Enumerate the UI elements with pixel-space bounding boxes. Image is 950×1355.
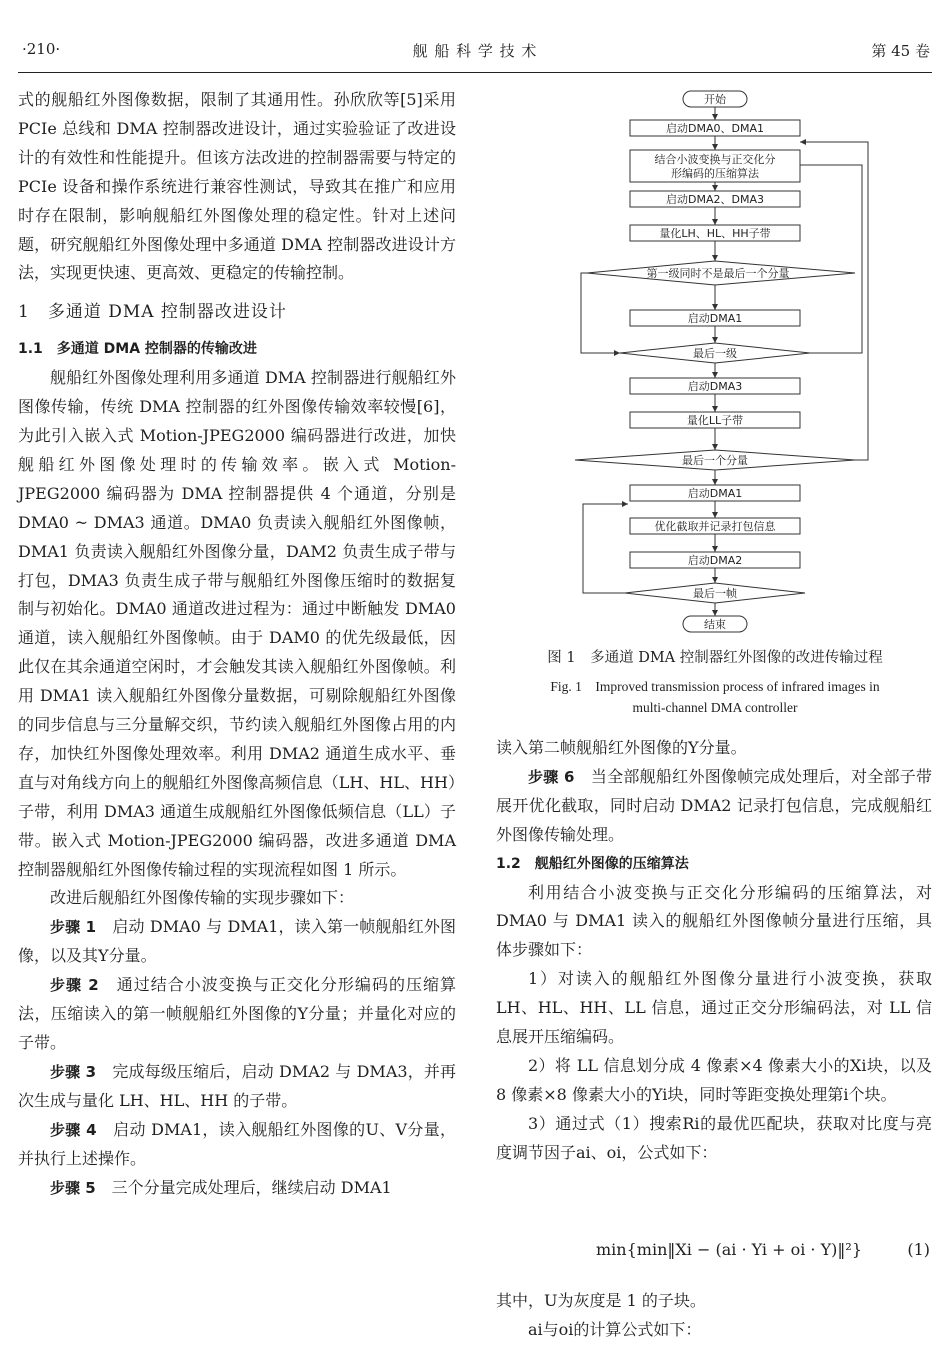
journal-title: 舰 船 科 学 技 术 (412, 42, 538, 60)
paragraph-continuation: 读入第二帧舰船红外图像的Y分量。 (496, 738, 747, 757)
flow-box-start-dma2-label: 启动DMA2 (687, 554, 743, 567)
flow-decision-first-level-label: 第一级同时不是最后一个分量 (646, 267, 790, 280)
flow-end-label: 结束 (704, 618, 726, 631)
figure-caption-cn: 图 1 多通道 DMA 控制器红外图像的改进传输过程 (547, 650, 883, 666)
step-5 (18, 1174, 456, 1203)
step-3 (18, 1058, 456, 1116)
section-1-heading: 1 多通道 DMA 控制器改进设计 (18, 302, 287, 323)
flow-box-optimize-truncate-label: 优化截取并记录打包信息 (654, 520, 776, 533)
step-1-text: 启动 DMA0 与 DMA1，读入第一帧舰船红外图像，以及其Y分量。 (18, 917, 456, 966)
flowchart (555, 85, 885, 645)
step-4-text: 启动 DMA1，读入舰船红外图像的U、V分量，并执行上述操作。 (18, 1119, 456, 1168)
list-item-1: 1）对读入的舰船红外图像分量进行小波变换，获取 LH、HL、HH、LL 信息，通过正交分形编码法，对 LL 信息展开压缩编码。 (496, 969, 932, 1047)
step-2-text: 通过结合小波变换与正交化分形编码的压缩算法，压缩读入的第一帧舰船红外图像的Y分量；并量化对应的子带。 (18, 975, 456, 1052)
step-3-label: 步骤 3 (50, 1062, 97, 1081)
flow-box-start-dma2-dma3-label: 启动DMA2、DMA3 (666, 193, 764, 206)
flow-decision-last-frame-label: 最后一帧 (693, 587, 737, 600)
section-1-1-heading: 1.1 多通道 DMA 控制器的传输改进 (18, 341, 257, 358)
flow-decision-last-component-label: 最后一个分量 (682, 454, 748, 467)
page-number: ·210· (22, 40, 61, 58)
step-4 (18, 1116, 456, 1174)
paragraph-steps-intro: 改进后舰船红外图像传输的实现步骤如下： (50, 888, 355, 908)
flow-box-compression-label-2: 形编码的压缩算法 (671, 167, 759, 180)
step-6-text: 当全部舰船红外图像帧完成处理后，对全部子带展开优化截取，同时启动 DMA2 记录打包信息，完成舰船红外图像传输处理。 (496, 766, 932, 844)
step-6-label: 步骤 6 (528, 767, 575, 786)
step-1 (18, 913, 456, 971)
paragraph-compression-intro: 利用结合小波变换与正交化分形编码的压缩算法，对 DMA0 与 DMA1 读入的舰船红外图像帧分量进行压缩，具体步骤如下： (496, 882, 932, 960)
right-column-tail (496, 1287, 932, 1345)
step-3-text: 完成每级压缩后，启动 DMA2 与 DMA3，并再次生成与量化 LH、HL、HH 的子带。 (18, 1061, 456, 1110)
figure-caption-en-2: multi-channel DMA controller (632, 700, 798, 715)
equation-1-number: (1) (907, 1240, 930, 1259)
flow-decision-last-level-label: 最后一级 (693, 347, 737, 360)
flow-box-start-dma1-a-label: 启动DMA1 (687, 312, 743, 325)
step-2-label: 步骤 2 (50, 976, 99, 995)
section-1-2-heading: 1.2 舰船红外图像的压缩算法 (496, 855, 689, 872)
step-2 (18, 971, 456, 1058)
flow-box-start-dma0-dma1-label: 启动DMA0、DMA1 (666, 122, 764, 135)
paragraph-transmission: 舰船红外图像处理利用多通道 DMA 控制器进行舰船红外图像传输，传统 DMA 控制器的红外图像传输效率较慢[6]，为此引入嵌入式 Motion-JPEG2000 编码器进行改进，加快舰船红外图像处理时的传输效率。嵌入式 Motion-JPEG2000 编码器为 DMA 控制器提供 4 个通道，分别是 DMA0 ~ DMA3 通道。DMA0 负责读入舰船红外图像帧，DMA1 负责读入舰船红外图像分量，DAM2 负责生成子带与打包，DMA3 负责生成子带与舰船红外图像压缩时的数据复制与初始化。DMA0 通道改进过程为：通过中断触发 DMA0 通道，读入舰船红外图像帧。由于 DAM0 的优先级最低，因此仅在其余通道空闲时，才会触发其读入舰船红外图像帧。利用 DMA1 读入舰船红外图像分量数据，可剔除舰船红外图像的同步信息与三分量解交织，节约读入舰船红外图像占用的内存，加快红外图像处理效率。利用 DMA2 通道生成水平、垂直与对角线方向上的舰船红外图像高频信息（LH、HL、HH）子带，利用 DMA3 通道生成舰船红外图像低频信息（LL）子带。嵌入式 Motion-JPEG2000 编码器，改进多通道 DMA 控制器舰船红外图像传输过程的实现流程如图 1 所示。 (18, 368, 456, 879)
flow-box-quantize-ll-label: 量化LL子带 (686, 414, 744, 427)
list-item-2: 2）将 LL 信息划分成 4 像素×4 像素大小的Xi块，以及 8 像素×8 像素大小的Yi块，同时等距变换处理第i个块。 (496, 1055, 932, 1104)
step-1-label: 步骤 1 (50, 918, 97, 937)
flow-box-start-dma1-b-label: 启动DMA1 (687, 487, 743, 500)
step-6 (496, 763, 932, 850)
flow-box-compression-label-1: 结合小波变换与正交化分 (654, 153, 776, 166)
list-item-3: 3）通过式（1）搜索Ri的最优匹配块，获取对比度与亮度调节因子ai、oi，公式如下： (496, 1113, 932, 1162)
step-5-text: 三个分量完成处理后，继续启动 DMA1 (95, 1177, 392, 1197)
right-column (496, 734, 932, 1168)
step-5-label: 步骤 5 (50, 1178, 96, 1197)
left-column (18, 86, 456, 1202)
header-rule (18, 72, 932, 73)
step-4-label: 步骤 4 (50, 1120, 97, 1139)
flow-start-label: 开始 (704, 93, 726, 106)
equation-1 (496, 1240, 932, 1274)
flow-box-start-dma3-label: 启动DMA3 (687, 380, 743, 393)
paragraph-ai-oi: ai与oi的计算公式如下： (528, 1319, 702, 1339)
paragraph-where-u: 其中，U为灰度是 1 的子块。 (496, 1291, 706, 1310)
equation-1-expression: min{min‖Xi − (ai · Yi + oi · Y)‖²} (596, 1240, 862, 1259)
paragraph-intro: 式的舰船红外图像数据，限制了其通用性。孙欣欣等[5]采用 PCIe 总线和 DMA 控制器改进设计，通过实验验证了改进设计的有效性和性能提升。但该方法改进的控制器需要与特定的 PCIe 设备和操作系统进行兼容性测试，导致其在推广和应用时存在限制，影响舰船红外图像处理的稳定性。针对上述问题，研究舰船红外图像处理中多通道 DMA 控制器改进设计方法，实现更快速、更高效、更稳定的传输控制。 (18, 90, 456, 283)
volume-label: 第 45 卷 (871, 42, 930, 60)
flow-box-quantize-lh-hl-hh-label: 量化LH、HL、HH子带 (659, 227, 771, 240)
figure-caption-en-1: Fig. 1 Improved transmission process of infrared images in (550, 679, 880, 694)
